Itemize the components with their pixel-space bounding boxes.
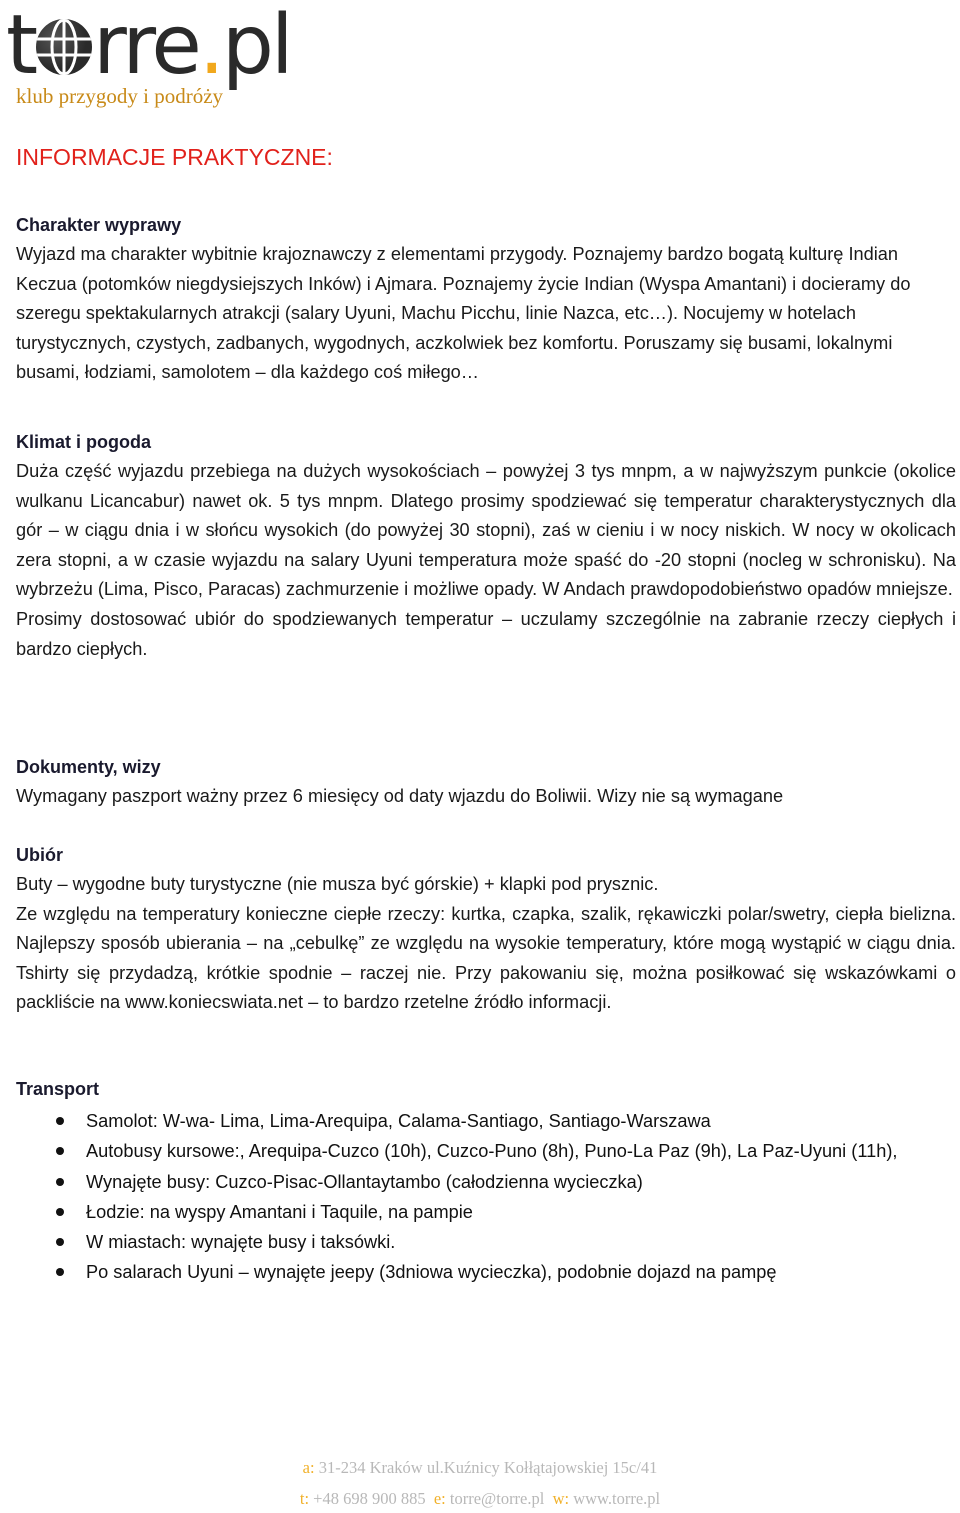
- heading-klimat: Klimat i pogoda: [16, 432, 151, 452]
- section-transport: [16, 1075, 956, 1288]
- footer-web: www.torre.pl: [573, 1489, 661, 1508]
- brand-logo: [6, 0, 336, 108]
- section-ubior: [16, 841, 956, 1018]
- footer-email-label: e:: [433, 1489, 446, 1508]
- text-charakter: Wyjazd ma charakter wybitnie krajoznawczy z elementami przygody. Poznajemy bardzo bogatą kulturę Indian Keczua (potomków niegdysiejszych Inków) i Ajmara. Poznajemy życie Indian (Wyspa Amantani) i docieramy do szeregu spektakularnych atrakcji (salary Uyuni, Machu Picchu, linie Nazca, etc…). Nocujemy w hotelach turystycznych, czystych, zadbanych, wygodnych, aczkolwiek bez komfortu. Poruszamy się busami, lokalnymi busami, łodziami, samolotem – dla każdego coś miłego…: [16, 244, 911, 383]
- footer-address-label: a:: [302, 1458, 315, 1477]
- bullet-icon: [56, 1147, 64, 1155]
- text-dokumenty: Wymagany paszport ważny przez 6 miesięcy od daty wjazdu do Boliwii. Wizy nie są wymagane: [16, 786, 784, 806]
- footer-contact: [0, 1489, 960, 1509]
- heading-transport: Transport: [16, 1079, 100, 1099]
- list-item: [16, 1227, 956, 1257]
- bullet-icon: [56, 1268, 64, 1276]
- list-item-text: Po salarach Uyuni – wynajęte jeepy (3dniowa wycieczka), podobnie dojazd na pampę: [86, 1262, 777, 1283]
- list-item: [16, 1197, 956, 1227]
- logo-wordmark: [6, 0, 291, 93]
- footer-email: torre@torre.pl: [449, 1489, 545, 1508]
- list-item-text: Autobusy kursowe:, Arequipa-Cuzco (10h), Cuzco-Puno (8h), Puno-La Paz (9h), La Paz-Uyuni (11h),: [86, 1141, 898, 1162]
- bullet-icon: [56, 1178, 64, 1186]
- text-klimat-ubior: Prosimy dostosować ubiór do spodziewanych temperatur – uczulamy szczególnie na zabranie rzeczy ciepłych i bardzo ciepłych.: [16, 608, 956, 659]
- footer-phone-label: t:: [299, 1489, 310, 1508]
- section-dokumenty: [16, 753, 956, 812]
- text-ubior-rzeczy: Ze względu na temperatury konieczne ciepłe rzeczy: kurtka, czapka, szalik, rękawiczki polar/swetry, ciepła bielizna. Najlepszy sposób ubierania – na „cebulkę” ze względu na wysokie temperatury, które mogą wystąpić w ciągu dnia. Tshirty się przydadzą, krótkie spodnie – raczej nie. Przy pakowaniu się, można posiłkować się wskazówkami o packliście na www.koniecswiata.net – to bardzo rzetelne źródło informacji.: [16, 903, 956, 1013]
- list-item: [16, 1257, 956, 1287]
- list-item-text: Wynajęte busy: Cuzco-Pisac-Ollantaytambo (całodzienna wycieczka): [86, 1171, 643, 1192]
- footer-web-label: w:: [552, 1489, 570, 1508]
- footer-address-text: 31-234 Kraków ul.Kuźnicy Kołłątajowskiej 15c/41: [318, 1458, 658, 1477]
- list-item-text: W miastach: wynajęte busy i taksówki.: [86, 1232, 396, 1253]
- text-klimat: Duża część wyjazdu przebiega na dużych wysokościach – powyżej 3 tys mnpm, a w najwyższym punkcie (okolice wulkanu Licancabur) nawet ok. 5 tys mnpm. Dlatego prosimy spodziewać się temperatur charakterystycznych dla gór – w ciągu dnia i w słońcu wysokich (do powyżej 30 stopni), zaś w cieniu i w nocy niskich. W nocy w okolicach zera stopni, a w czasie wyjazdu na salary Uyuni temperatura może spaść do -20 stopni (nocleg w schronisku). Na wybrzeżu (Lima, Pisco, Paracas) zachmurzenie i możliwe opady. W Andach prawdopodobieństwo opadów mniejsze.: [16, 461, 956, 600]
- transport-list: [16, 1106, 956, 1288]
- footer-phone: +48 698 900 885: [313, 1489, 426, 1508]
- list-item: [16, 1106, 956, 1136]
- page-title: INFORMACJE PRAKTYCZNE:: [16, 144, 333, 170]
- bullet-icon: [56, 1117, 64, 1125]
- bullet-icon: [56, 1208, 64, 1216]
- section-klimat: [16, 428, 956, 664]
- logo-tld: pl: [221, 0, 291, 93]
- heading-ubior: Ubiór: [16, 845, 63, 865]
- heading-charakter: Charakter wyprawy: [16, 215, 182, 235]
- bullet-icon: [56, 1238, 64, 1246]
- logo-letter-t: t: [6, 0, 36, 93]
- logo-letters-rre: rre: [93, 0, 199, 93]
- globe-icon: [36, 19, 92, 75]
- list-item: [16, 1136, 956, 1166]
- logo-tagline: klub przygody i podróży: [16, 84, 224, 108]
- heading-dokumenty: Dokumenty, wizy: [16, 757, 161, 777]
- section-charakter: [16, 211, 956, 388]
- logo-dot: .: [198, 0, 222, 93]
- list-item-text: Samolot: W-wa- Lima, Lima-Arequipa, Calama-Santiago, Santiago-Warszawa: [86, 1111, 711, 1131]
- footer-address: [0, 1458, 960, 1478]
- list-item: [16, 1167, 956, 1197]
- text-ubior-buty: Buty – wygodne buty turystyczne (nie musza być górskie) + klapki pod prysznic.: [16, 874, 659, 894]
- list-item-text: Łodzie: na wyspy Amantani i Taquile, na pampie: [86, 1201, 473, 1222]
